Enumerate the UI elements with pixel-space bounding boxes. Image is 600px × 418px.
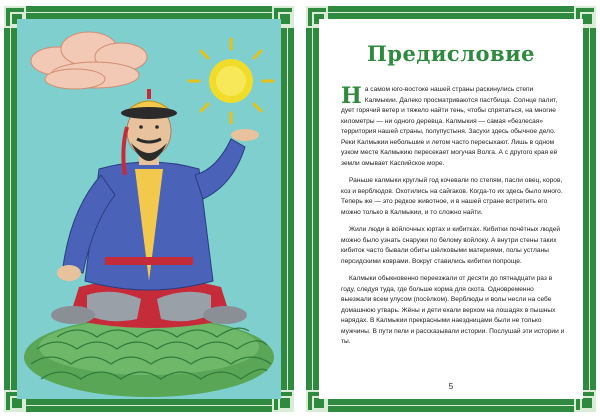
cloud-icon (31, 32, 147, 89)
body-text (341, 85, 565, 355)
right-page (306, 6, 596, 412)
paragraph: Раньше калмыки круглый год кочевали по степям, пасли овец, коров, коз и верблюдов. Охотились на сайгаков. Когда-то их здесь было много. Теперь же — это редкое животное, и в нашей стране встретить его можно только в Калмыкии, и то сложно найти. (341, 177, 563, 216)
sun-icon (189, 39, 273, 123)
dropcap-letter: Н (341, 83, 362, 109)
left-page (4, 6, 294, 412)
head (121, 89, 177, 175)
illustration (17, 19, 281, 399)
page-title: Предисловие (366, 41, 536, 66)
page-number: 5 (448, 382, 454, 391)
kalmyk-man-illustration (17, 19, 281, 399)
paragraph: Жили люди в войлочных юртах и кибитках. Кибитки почётных людей можно было узнать снаружи по белому войлоку. А внутри стены таких кибиток часто бывали обиты шёлковыми материями, полы устланы персидскими коврами. Вокруг ставились кибитки попроще. (341, 226, 561, 265)
text-area (319, 19, 583, 399)
paragraph: На самом юго-востоке нашей страны раскинулись степи Калмыкии. Далеко просматриваются пастбища. Солнце палит, дует горячий ветер и тяжело найти тень, чтобы спрятаться, на многие километры — ни одного деревца. Калмыкия — самая «безлесая» территория нашей страны, полупустыня. Засухи здесь обычное дело. Реки Калмыкии небольшие и летом часто пересыхают. Лишь в одном узком месте Калмыкию пересекает могучая Волга. А с другого края её земли омывает Каспийское море. (341, 83, 558, 167)
grass-base (24, 317, 274, 397)
paragraph: Калмыки обыкновенно переезжали от десяти до пятнадцати раз в году, следуя туда, где больше корма для скота. Одновременно выезжали всем улусом (посёлком). Верблюды и волы несли на себе домашнюю утварь. Жёны и дети ехали верхом на лошадях в пышных нарядах. В Калмыкии прекрасными наездницами были не только мужчины. В пути пели и рассказывали истории. Послушай эти истории и ты. (341, 275, 565, 345)
